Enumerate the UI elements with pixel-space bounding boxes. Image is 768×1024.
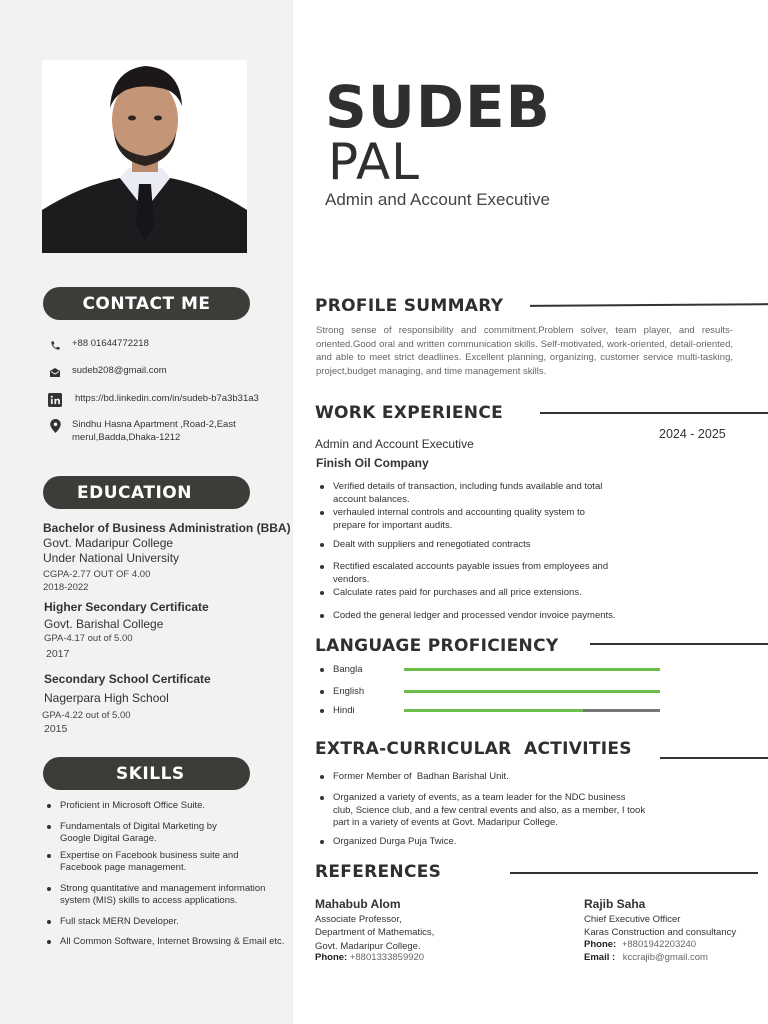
references-heading: REFERENCES — [315, 862, 442, 882]
activity-item: Organized Durga Puja Twice. — [316, 836, 616, 849]
language-bar — [404, 709, 660, 712]
work-role: Admin and Account Executive — [315, 437, 474, 451]
work-bullet: Dealt with suppliers and renegotiated contracts — [316, 539, 616, 552]
language-heading: LANGUAGE PROFICIENCY — [315, 636, 559, 656]
email-text: sudeb208@gmail.com — [72, 365, 167, 376]
activities-rule — [660, 757, 768, 759]
activity-item: Organized a variety of events, as a team leader for the NDC business club, Science club, and a few central events and also, as a member, I took part in a variety of events at Govt. Madaripur College. — [316, 792, 646, 830]
last-name: PAL — [328, 133, 421, 191]
skill-item: Proficient in Microsoft Office Suite. — [45, 800, 290, 813]
location-icon — [46, 418, 64, 434]
first-name: SUDEB — [325, 73, 551, 141]
degree: Higher Secondary Certificate — [44, 600, 209, 614]
education-entry — [44, 600, 294, 661]
contact-address — [46, 418, 286, 444]
year: 2018-2022 — [43, 582, 89, 593]
phone-label: Phone: — [584, 939, 617, 950]
work-bullet: Calculate rates paid for purchases and all price extensions. — [316, 587, 616, 600]
profile-text: Strong sense of responsibility and commitment.Problem solver, team player, and results-oriented.Good oral and written communication skills. Self-motivated, work-oriented, detail-oriented, and able to meet strict deadlines. Excellent planning, organizing, customer service multi-tasking, project,budget managing, and time management skills. — [316, 325, 733, 377]
result: CGPA-2.77 OUT OF 4.00 — [43, 569, 151, 580]
linkedin-text: https://bd.linkedin.com/in/sudeb-b7a3b31a3 — [75, 393, 259, 404]
contact-linkedin[interactable] — [46, 392, 259, 408]
degree: Secondary School Certificate — [44, 672, 211, 686]
education-heading: EDUCATION — [43, 476, 250, 509]
year: 2017 — [46, 648, 70, 660]
skills-heading: SKILLS — [43, 757, 250, 790]
work-bullet: Rectified escalated accounts payable issues from employees and vendors. — [316, 561, 616, 586]
reference-line: Associate Professor, — [315, 914, 402, 925]
contact-email[interactable] — [46, 364, 167, 380]
reference-card — [584, 897, 736, 964]
result: GPA-4.22 out of 5.00 — [42, 710, 131, 721]
reference-card — [315, 897, 434, 964]
degree: Bachelor of Business Administration (BBA) — [43, 521, 291, 535]
institution: Govt. Barishal College — [44, 617, 164, 631]
language-name: Bangla — [316, 664, 404, 675]
skill-item: Expertise on Facebook business suite and Facebook page management. — [45, 850, 260, 875]
skill-item: Strong quantitative and management information system (MIS) skills to access applications. — [45, 883, 285, 908]
work-bullet: Coded the general ledger and processed vendor invoice payments. — [316, 610, 646, 623]
reference-line: Department of Mathematics, — [315, 926, 435, 938]
skill-item: Full stack MERN Developer. — [45, 916, 290, 929]
institution: Nagerpara High School — [44, 691, 169, 705]
language-bar-fill — [404, 690, 660, 693]
profile-rule — [530, 303, 768, 306]
skill-item: Fundamentals of Digital Marketing by Google Digital Garage. — [45, 821, 235, 846]
activity-item: Former Member of Badhan Barishal Unit. — [316, 771, 616, 784]
work-bullet: Verified details of transaction, including funds available and total account balances. — [316, 481, 616, 506]
language-rule — [590, 643, 768, 645]
portrait-image — [42, 60, 247, 253]
language-row — [316, 705, 660, 716]
work-company: Finish Oil Company — [316, 456, 429, 470]
contact-heading: CONTACT ME — [43, 287, 250, 320]
education-entry — [43, 521, 293, 594]
institution: Govt. Madaripur College — [43, 536, 174, 550]
profile-photo — [42, 60, 247, 253]
phone-label: Phone: — [315, 951, 348, 963]
reference-phone — [584, 939, 736, 952]
address-text: Sindhu Hasna Apartment ,Road-2,East merul,Badda,Dhaka-1212 — [72, 419, 236, 443]
language-bar-fill — [404, 668, 660, 671]
reference-phone — [315, 952, 434, 965]
phone-value: +8801333859920 — [349, 951, 425, 963]
reference-line: Chief Executive Officer — [584, 914, 681, 925]
phone-text: +88 01644772218 — [72, 338, 149, 349]
reference-name: Rajib Saha — [584, 897, 646, 911]
work-rule — [540, 412, 768, 414]
job-title: Admin and Account Executive — [325, 190, 550, 209]
language-row — [316, 664, 660, 675]
email-label: Email : — [584, 951, 616, 963]
activities-heading: EXTRA-CURRICULAR ACTIVITIES — [315, 739, 632, 759]
education-entry — [44, 672, 294, 736]
phone-icon — [46, 337, 64, 353]
reference-email — [584, 952, 736, 965]
email-icon — [46, 364, 64, 380]
skills-list — [45, 800, 290, 949]
reference-line: Govt. Madaripur College. — [315, 941, 421, 952]
language-bar — [404, 668, 660, 671]
language-bar-fill — [404, 709, 583, 712]
skill-item: All Common Software, Internet Browsing & Email etc. — [45, 936, 285, 949]
work-heading: WORK EXPERIENCE — [315, 403, 504, 423]
language-name: English — [316, 686, 404, 697]
year: 2015 — [44, 723, 68, 735]
reference-line: Karas Construction and consultancy — [584, 926, 737, 938]
work-period: 2024 - 2025 — [659, 427, 726, 441]
result: GPA-4.17 out of 5.00 — [44, 633, 133, 644]
linkedin-icon — [46, 392, 64, 408]
language-bar — [404, 690, 660, 693]
work-bullet: verhauled internal controls and accounting quality system to prepare for important audits. — [316, 507, 616, 532]
references-rule — [510, 872, 758, 874]
email-value: kccrajib@gmail.com — [622, 951, 708, 963]
contact-phone[interactable] — [46, 337, 149, 353]
reference-name: Mahabub Alom — [315, 897, 401, 911]
phone-value: +8801942203240 — [621, 939, 697, 950]
language-name: Hindi — [316, 705, 404, 716]
language-row — [316, 686, 660, 697]
profile-heading: PROFILE SUMMARY — [315, 296, 504, 316]
affiliation: Under National University — [43, 551, 180, 565]
